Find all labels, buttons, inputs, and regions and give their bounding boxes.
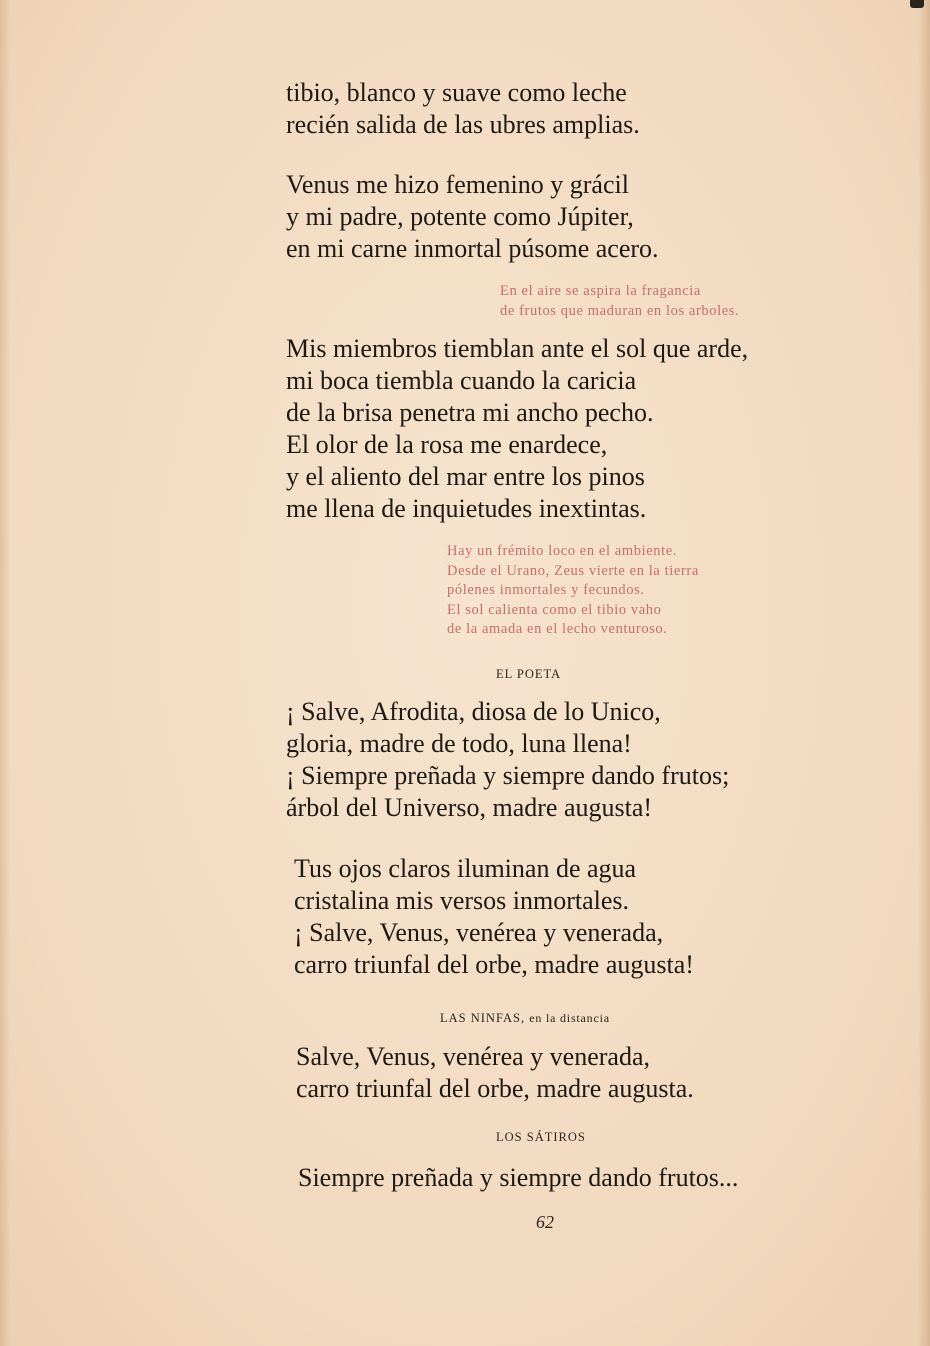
verse-line: tibio, blanco y suave como leche (286, 78, 627, 107)
stanza-2 (286, 169, 659, 265)
stanza-1 (286, 77, 640, 141)
verse-line: cristalina mis versos inmortales. (294, 886, 630, 915)
stage-direction-line: de frutos que maduran en los arboles. (500, 302, 740, 319)
verse-line: Salve, Venus, venérea y venerada, (296, 1042, 650, 1071)
stage-direction-line: Desde el Urano, Zeus vierte en la tierra (447, 562, 699, 579)
page-number: 62 (536, 1212, 554, 1232)
verse-line: recién salida de las ubres amplias. (286, 110, 640, 139)
speaker-las-ninfas (440, 1011, 610, 1026)
verse-line: El olor de la rosa me enardece, (286, 430, 608, 459)
verse-line: Tus ojos claros iluminan de agua (294, 854, 637, 883)
verse-line: Siempre preñada y siempre dando frutos... (298, 1163, 739, 1192)
speaker-los-satiros: LOS SÁTIROS (496, 1130, 586, 1144)
verse-line: ¡ Salve, Afrodita, diosa de lo Unico, (286, 697, 661, 726)
verse-line: ¡ Salve, Venus, venérea y venerada, (294, 918, 664, 947)
verse-line: Mis miembros tiemblan ante el sol que arde, (286, 334, 749, 363)
verse-line: carro triunfal del orbe, madre augusta! (294, 950, 694, 979)
stanza-4 (286, 696, 729, 824)
stage-direction-line: de la amada en el lecho venturoso. (447, 621, 668, 637)
verse-line: gloria, madre de todo, luna llena! (286, 729, 632, 758)
verse-line: árbol del Universo, madre augusta! (286, 793, 653, 822)
verse-line: y mi padre, potente como Júpiter, (286, 202, 634, 231)
stanza-3 (286, 333, 748, 525)
stage-direction-line: El sol calienta como el tibio vaho (447, 601, 662, 618)
page-corner-mark (910, 0, 924, 8)
stage-direction-2 (447, 542, 699, 640)
stanza-7 (298, 1162, 738, 1194)
speaker-el-poeta: EL POETA (496, 667, 562, 681)
verse-line: y el aliento del mar entre los pinos (286, 462, 645, 491)
stage-direction-line: En el aire se aspira la fragancia (500, 283, 701, 299)
stanza-6 (296, 1041, 694, 1105)
verse-line: Venus me hizo femenino y grácil (286, 170, 629, 199)
stage-direction-1 (500, 282, 739, 321)
verse-line: de la brisa penetra mi ancho pecho. (286, 398, 654, 427)
verse-line: me llena de inquietudes inextintas. (286, 494, 647, 523)
speaker-name: LAS NINFAS, (440, 1011, 526, 1025)
stage-direction-line: pólenes inmortales y fecundos. (447, 582, 645, 598)
verse-line: ¡ Siempre preñada y siempre dando frutos; (286, 761, 730, 790)
speaker-note: en la distancia (529, 1011, 610, 1025)
page-right-edge (918, 0, 930, 1346)
page-left-edge (0, 0, 10, 1346)
verse-line: carro triunfal del orbe, madre augusta. (296, 1074, 694, 1103)
verse-line: en mi carne inmortal púsome acero. (286, 234, 659, 263)
stage-direction-line: Hay un frémito loco en el ambiente. (447, 543, 677, 559)
stanza-5 (294, 853, 694, 981)
verse-line: mi boca tiembla cuando la caricia (286, 366, 637, 395)
